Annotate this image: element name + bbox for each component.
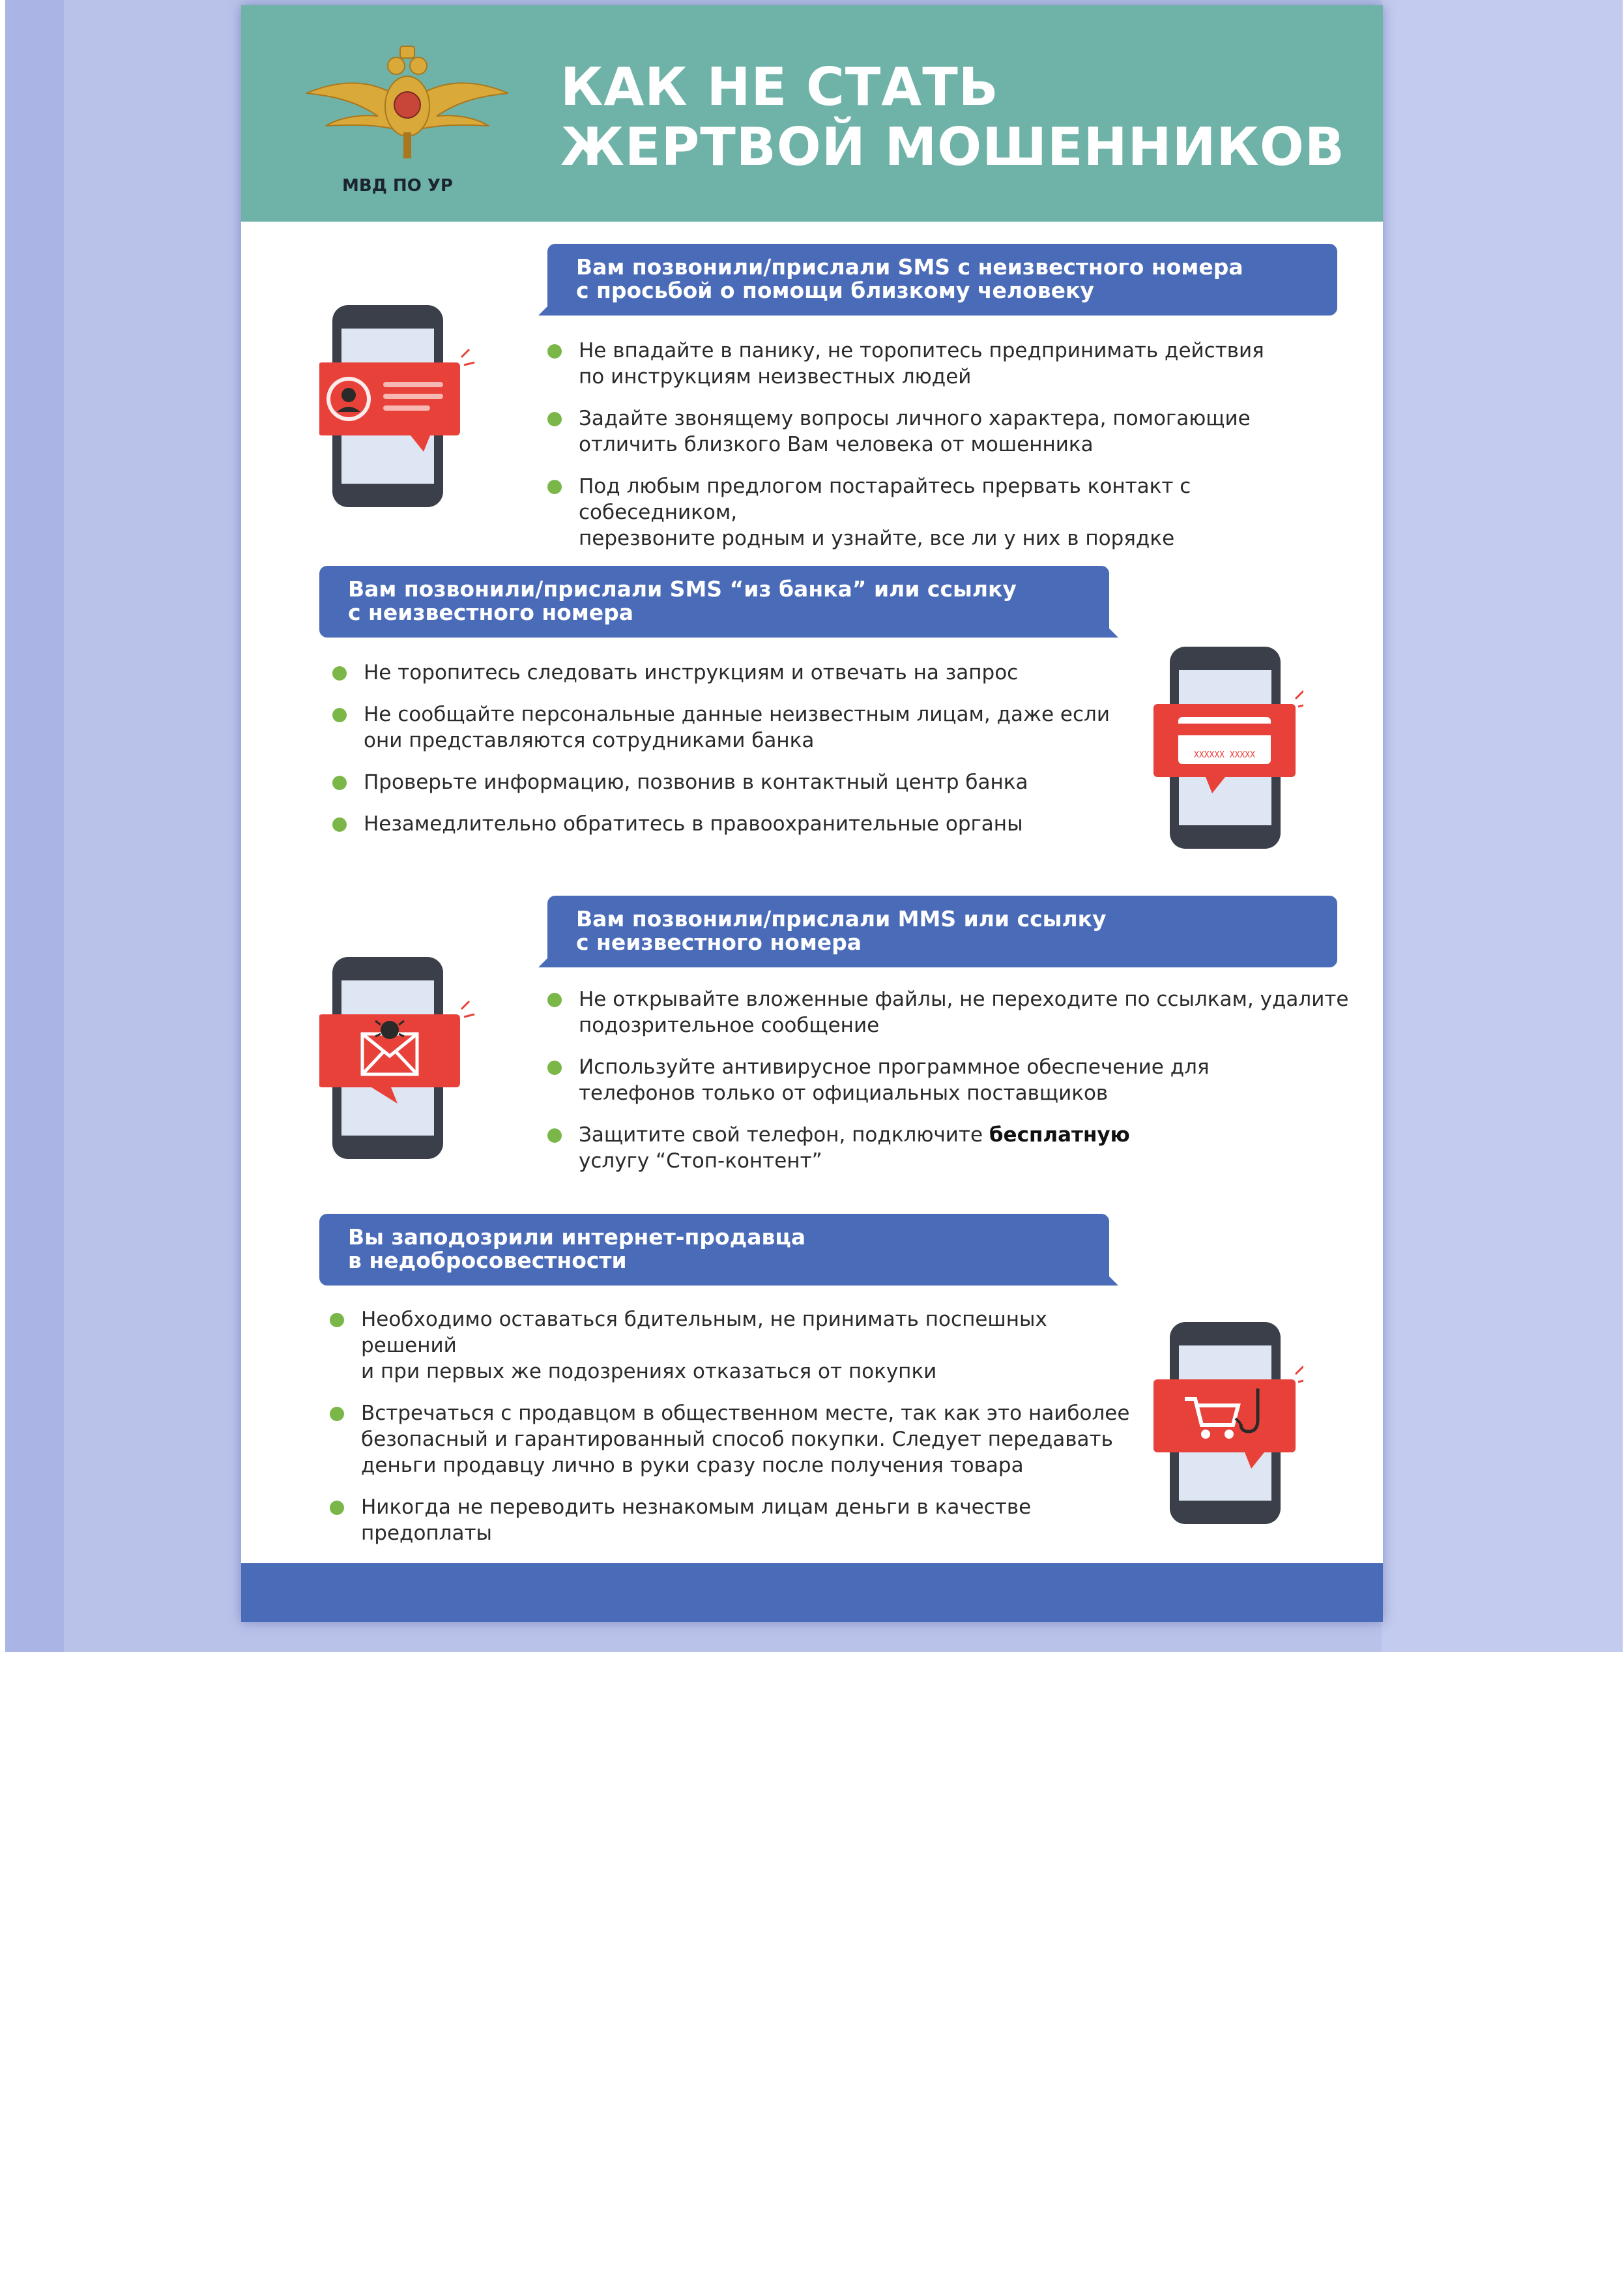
item-line: телефонов только от официальных поставщиков [579,1081,1109,1105]
list-item [332,660,1114,686]
bank-card-icon [1147,647,1303,855]
list-item [330,1494,1138,1546]
title-line: ЖЕРТВОЙ МОШЕННИКОВ [560,117,1345,177]
bullet-dot [547,1061,562,1075]
banner-line: Вам позвонили/прислали SMS “из банка” или ссылку [348,576,1017,602]
item-line: по инструкциям неизвестных людей [579,365,972,389]
banner-tail [1099,618,1118,638]
banner-tail [538,948,558,967]
scan-edge-right [1382,0,1623,1652]
item-line: безопасный и гарантированный способ покупки. Следует передавать [361,1428,1113,1451]
item-line: Под любым предлогом постарайтесь прервать контакт с собеседником, [579,475,1191,524]
list-item [547,986,1349,1038]
list-item [332,769,1114,795]
footer-bar [241,1563,1383,1622]
list-item [547,1122,1349,1174]
bullet-list-3 [547,986,1349,1190]
item-line: отличить близкого Вам человека от мошенника [579,433,1094,456]
org-label: МВД ПО УР [342,176,453,196]
item-line: и при первых же подозрениях отказаться от покупки [361,1360,937,1383]
banner-line: с неизвестного номера [576,930,862,955]
banner-tail [1099,1266,1118,1286]
banner-line: Вы заподозрили интернет-продавца [348,1224,806,1250]
bullet-dot [330,1407,344,1421]
bullet-dot [332,708,347,722]
item-line: подозрительное сообщение [579,1014,880,1037]
item-line: Защитите свой телефон, подключите [579,1123,989,1147]
page-title [560,57,1345,177]
hacker-icon [319,305,476,514]
item-line: Встречаться с продавцом в общественном месте, так как это наиболее [361,1402,1130,1425]
bullet-list-4 [330,1306,1138,1562]
item-bold: бесплатную [989,1123,1130,1147]
item-line: Используйте антивирусное программное обеспечение для [579,1055,1210,1079]
item-line: Задайте звонящему вопросы личного характера, помогающие [579,407,1251,430]
bullet-dot [332,776,347,790]
banner-line: Вам позвонили/прислали SMS с неизвестного номера [576,254,1243,280]
item-line: Незамедлительно обратитесь в правоохранительные органы [364,812,1023,836]
item-line: Не впадайте в панику, не торопитесь предпринимать действия [579,339,1264,362]
eagle-emblem-icon [300,41,515,165]
section-banner-4 [319,1214,1109,1286]
section-banner-2 [319,566,1109,638]
list-item [547,1054,1349,1106]
bullet-dot [547,993,562,1007]
list-item [547,473,1349,551]
bullet-dot [547,480,562,494]
bullet-list-1 [547,338,1349,567]
list-item [330,1306,1138,1385]
list-item [332,811,1114,837]
title-line: КАК НЕ СТАТЬ [560,57,999,117]
list-item [332,701,1114,754]
virus-envelope-icon [319,957,476,1166]
item-line: деньги продавцу лично в руки сразу после получения товара [361,1454,1024,1477]
bullet-dot [332,666,347,681]
item-line: Необходимо оставаться бдительным, не принимать поспешных решений [361,1308,1047,1357]
item-line: они представляются сотрудниками банка [364,729,815,752]
banner-line: с неизвестного номера [348,600,634,625]
item-line: предоплаты [361,1521,493,1545]
shopping-cart-hook-icon [1147,1322,1303,1531]
bullet-dot [330,1501,344,1515]
bullet-list-2 [332,660,1114,853]
leaflet-page [241,5,1383,1622]
bullet-dot [547,344,562,359]
list-item [547,338,1349,390]
banner-line: в недобросовестности [348,1248,627,1273]
bullet-dot [330,1313,344,1327]
banner-line: с просьбой о помощи близкому человеку [576,278,1094,303]
item-line: услугу “Стоп-контент” [579,1149,822,1173]
item-line: Проверьте информацию, позвонив в контактный центр банка [364,771,1028,794]
item-line: Никогда не переводить незнакомым лицам деньги в качестве [361,1495,1032,1519]
bullet-dot [332,817,347,832]
bullet-dot [547,412,562,426]
card-mask: XXXXXX XXXXX [1194,750,1255,760]
header [241,5,1383,222]
scan-edge-left [5,0,64,1652]
item-line: Не торопитесь следовать инструкциям и отвечать на запрос [364,661,1019,684]
item-line: Не открывайте вложенные файлы, не переходите по ссылкам, удалите [579,988,1349,1011]
list-item [330,1400,1138,1478]
item-line: перезвоните родным и узнайте, все ли у них в порядке [579,527,1175,550]
bullet-dot [547,1128,562,1143]
item-line: Не сообщайте персональные данные неизвестным лицам, даже если [364,703,1110,726]
banner-tail [538,296,558,316]
section-banner-1 [547,244,1337,316]
section-banner-3 [547,896,1337,967]
list-item [547,405,1349,458]
banner-line: Вам позвонили/прислали MMS или ссылку [576,906,1107,932]
